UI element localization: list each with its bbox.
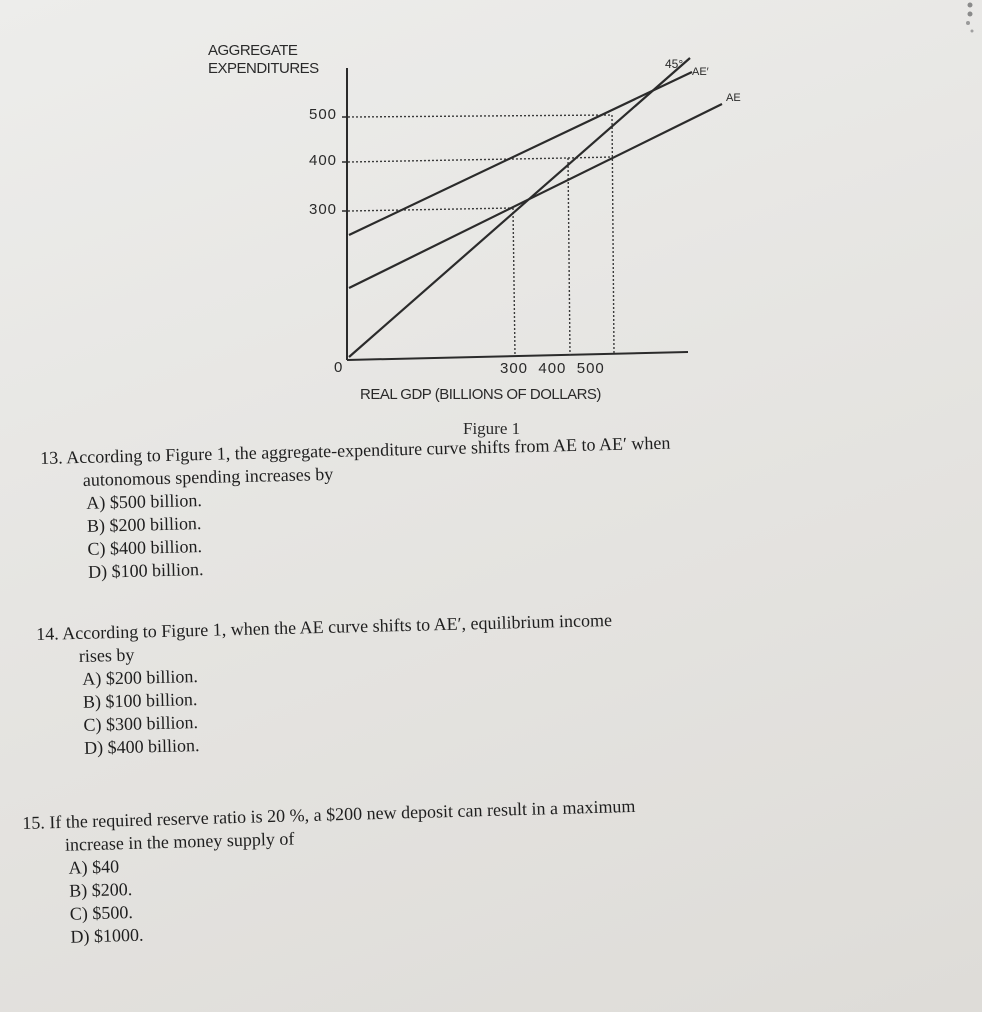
question-15-stem-line2: increase in the money supply of [64, 828, 295, 855]
ae-line [349, 104, 722, 288]
label-45-degree: 45° [665, 57, 684, 71]
y-tick-500: 500 [309, 106, 338, 123]
question-15-options [23, 841, 639, 950]
question-13-options [41, 478, 673, 585]
origin-zero: 0 [334, 359, 344, 376]
ae-diagram [0, 0, 982, 440]
question-14-option-a: A) $200 billion. [82, 666, 199, 689]
guide-v-500 [612, 115, 614, 354]
guide-v-400 [568, 158, 570, 355]
ae-prime-line [349, 72, 692, 235]
forty-five-degree-line [349, 58, 690, 357]
y-axis-title-line2: EXPENDITURES [208, 60, 319, 77]
question-13-option-d: D) $100 billion. [87, 559, 204, 582]
corner-scribble-marks [960, 0, 978, 40]
guide-v-300 [513, 208, 515, 356]
question-14-option-b: B) $100 billion. [82, 689, 198, 712]
question-15-option-c: C) $500. [69, 901, 134, 924]
label-ae-prime: AE′ [692, 66, 709, 78]
question-13-option-a: A) $500 billion. [86, 490, 203, 513]
guide-h-500 [348, 115, 612, 117]
question-13-option-b: B) $200 billion. [86, 513, 202, 536]
dotted-guides [348, 115, 614, 356]
question-13-stem-line2: autonomous spending increases by [82, 463, 334, 490]
question-13-option-c: C) $400 billion. [87, 536, 203, 559]
question-13 [40, 432, 673, 585]
question-13-stem-line1: 13. According to Figure 1, the aggregate-expenditure curve shifts from AE to AE′ when [40, 432, 671, 468]
question-15-stem-line1: 15. If the required reserve ratio is 20 %, a $200 new deposit can result in a maximum [22, 795, 636, 833]
y-axis-title-line1: AGGREGATE [208, 42, 298, 59]
question-15-option-d: D) $1000. [70, 924, 144, 947]
question-14-stem-line2: rises by [78, 644, 135, 666]
y-tick-400: 400 [309, 152, 338, 169]
x-axis-title: REAL GDP (BILLIONS OF DOLLARS) [360, 386, 601, 403]
question-14-option-d: D) $400 billion. [83, 735, 200, 758]
question-14-stem-line1: 14. According to Figure 1, when the AE curve shifts to AE′, equilibrium income [36, 609, 613, 644]
figure-caption: Figure 1 [463, 419, 521, 438]
x-axis [347, 352, 688, 360]
label-ae: AE [726, 92, 741, 104]
guide-h-400 [348, 158, 568, 162]
question-14 [36, 609, 615, 761]
question-14-options [37, 655, 615, 761]
question-14-option-c: C) $300 billion. [83, 712, 199, 735]
guide-h-300 [348, 208, 513, 211]
question-15 [22, 795, 639, 950]
y-tick-300: 300 [309, 201, 338, 218]
question-15-option-a: A) $40 [68, 856, 120, 878]
x-tick-labels: 300 400 500 [500, 360, 605, 377]
question-15-option-b: B) $200. [68, 878, 133, 901]
